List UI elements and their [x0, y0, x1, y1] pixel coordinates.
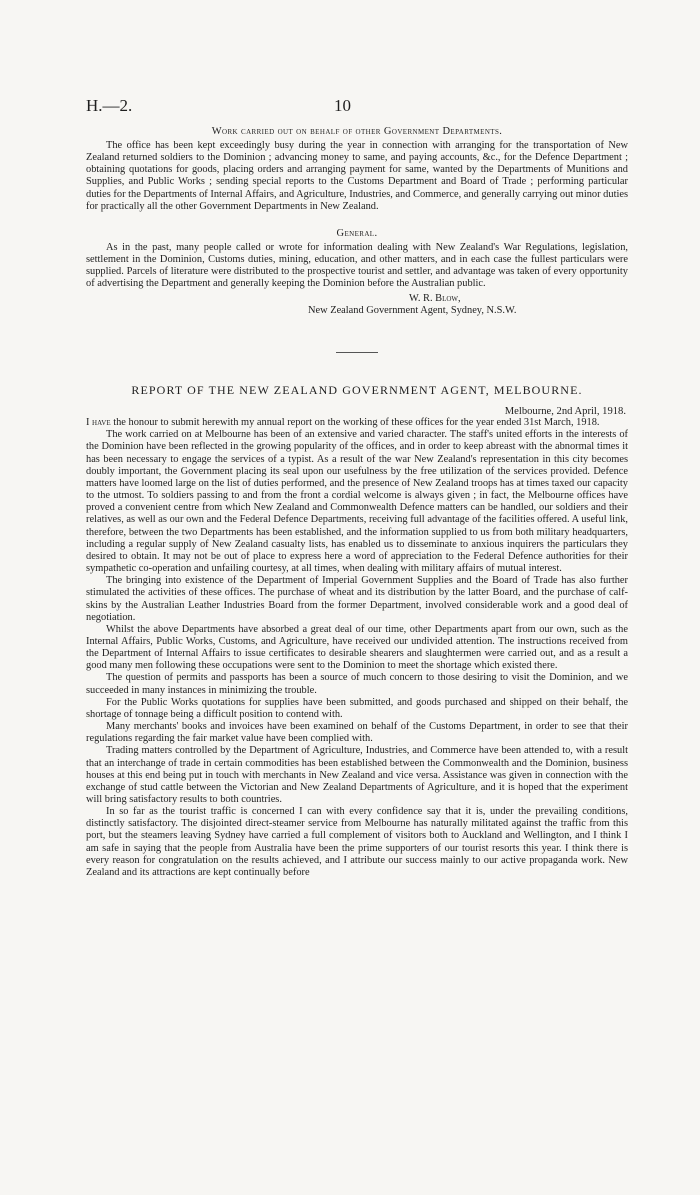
report-paragraph: The bringing into existence of the Department of Imperial Government Supplies and the Board of Trade has also further stimulated the activities of these offices. The purchase of wheat and its distribution by the latter Board, and the purchase of calf-skins by the Australian Leather Industries Board from the former Department, involved considerable work and a good deal of negotiation.: [86, 575, 628, 623]
section-general: [86, 228, 628, 291]
opening-word: I have: [86, 417, 111, 429]
report-dateline: Melbourne, 2nd April, 1918.: [504, 406, 626, 418]
signatory-name: W. R. Blow,: [409, 292, 461, 304]
report-title: REPORT OF THE NEW ZEALAND GOVERNMENT AGENT, MELBOURNE.: [131, 383, 583, 398]
section-other-departments: [86, 126, 628, 213]
signature-block: [86, 293, 628, 319]
report-paragraph: In so far as the tourist traffic is concerned I can with every confidence say that it is, under the prevailing conditions, distinctly satisfactory. The disjointed direct-steamer service from Melbourne has naturally militated against the traffic from this port, but the steamers leaving Sydney have carried a full complement of visitors both to Auckland and Wellington, and I think I am safe in saying that the people from Australia have been the prime supporters of our tourist resorts this year. I think there is every reason for congratulation on the results achieved, and I attribute our success mainly to our active propaganda work. New Zealand and its attractions are kept continually before: [86, 806, 628, 878]
page-header: [86, 96, 628, 126]
report-paragraph: Whilst the above Departments have absorbed a great deal of our time, other Departments apart from our own, such as the Internal Affairs, Public Works, Customs, and Agriculture, have received our undivided attention. The instructions received from the Department of Internal Affairs to issue certificates to desirable shearers and slaughtermen were carried out, and as a result a good many men following these occupations were sent to the Dominion to meet the shortage which existed there.: [86, 623, 628, 672]
page-number: 10: [334, 96, 351, 115]
page-code: H.—2.: [86, 96, 133, 115]
report-body: [86, 417, 628, 879]
report-paragraph: Many merchants' books and invoices have been examined on behalf of the Customs Department, in order to see that their regulations regarding the fair market value have been complied with.: [86, 721, 628, 745]
signatory-title: New Zealand Government Agent, Sydney, N.S.W.: [308, 305, 517, 317]
section-paragraph: The office has been kept exceedingly busy during the year in connection with arranging for the transportation of New Zealand returned soldiers to the Dominion ; advancing money to same, and paying accounts, &c., for the Defence Department ; obtaining quotations for goods, placing orders and arranging payment for same, wanted by the Departments of Munitions and Supplies, and Public Works ; sending special reports to the Customs Department and Board of Trade ; performing particular duties for the Departments of Internal Affairs, and Agriculture, Industries, and Commerce, and generally carrying out minor duties for practically all the other Government Departments in New Zealand.: [86, 140, 628, 212]
document-page: [86, 96, 628, 879]
report-paragraph: The work carried on at Melbourne has been of an extensive and varied character. The staff's united efforts in the interests of the Dominion have been reflected in the growing popularity of the offices, and in order to keep abreast with the abnormal times it has been necessary to engage the services of a typist. As a result of the war New Zealand's representation in this city becomes doubly important, the Government placing its seal upon our usefulness by the free utilization of the services provided. Defence matters have loomed large on the list of duties performed, and the presence of New Zealand troops has at times taxed our capacity to the utmost. To soldiers passing to and from the front a cordial welcome is always given ; in fact, the Melbourne offices have proved a convenient centre from which New Zealand and Commonwealth Defence matters can be handled, our soldiers and their relatives, as well as our own and the Federal Defence Departments, receiving full advantage of the facilities offered. A useful link, therefore, between the two Departments has been established, and the information supplied to us from both military headquarters, including a regular supply of New Zealand casualty lists, has enabled us to disseminate to anxious inquirers the particulars they desired to obtain. It may not be out of place to express here a word of appreciation to the Federal Defence authorities for their sympathetic co-operation and unfailing courtesy, at all times, when dealing with military affairs of mutual interest.: [86, 429, 628, 575]
report-paragraph: For the Public Works quotations for supplies have been submitted, and goods purchased and shipped on their behalf, the shortage of tonnage being a difficult position to contend with.: [86, 696, 628, 720]
report-paragraph: The question of permits and passports has been a source of much concern to those desiring to visit the Dominion, and we succeeded in many instances in minimizing the trouble.: [86, 672, 628, 696]
report-opening-paragraph: [86, 417, 628, 429]
section-caption: General.: [336, 227, 378, 239]
report-paragraph: Trading matters controlled by the Department of Agriculture, Industries, and Commerce have been attended to, with a result that an interchange of trade in certain commodities has been established between the Commonwealth and the Dominion, business houses at this end being put in touch with merchants in New Zealand and vice versa. Assistance was given in connection with the exchange of stud cattle between the Victorian and New Zealand Departments of Agriculture, and it is hoped that the experiment will bring satisfactory results to both countries.: [86, 745, 628, 805]
section-paragraph: As in the past, many people called or wrote for information dealing with New Zealand's War Regulations, legislation, settlement in the Dominion, Customs duties, mining, education, and other matters, and in each case the fullest particulars were supplied. Parcels of literature were distributed to the prospective tourist and settler, and advantage was taken of every opportunity of advertising the Department and generally keeping the Dominion before the Australian public.: [86, 241, 628, 290]
section-caption: Work carried out on behalf of other Government Departments.: [211, 126, 503, 137]
opening-text: the honour to submit herewith my annual report on the working of these offices for the year ended 31st March, 1918.: [110, 417, 600, 429]
section-divider: [336, 352, 378, 353]
